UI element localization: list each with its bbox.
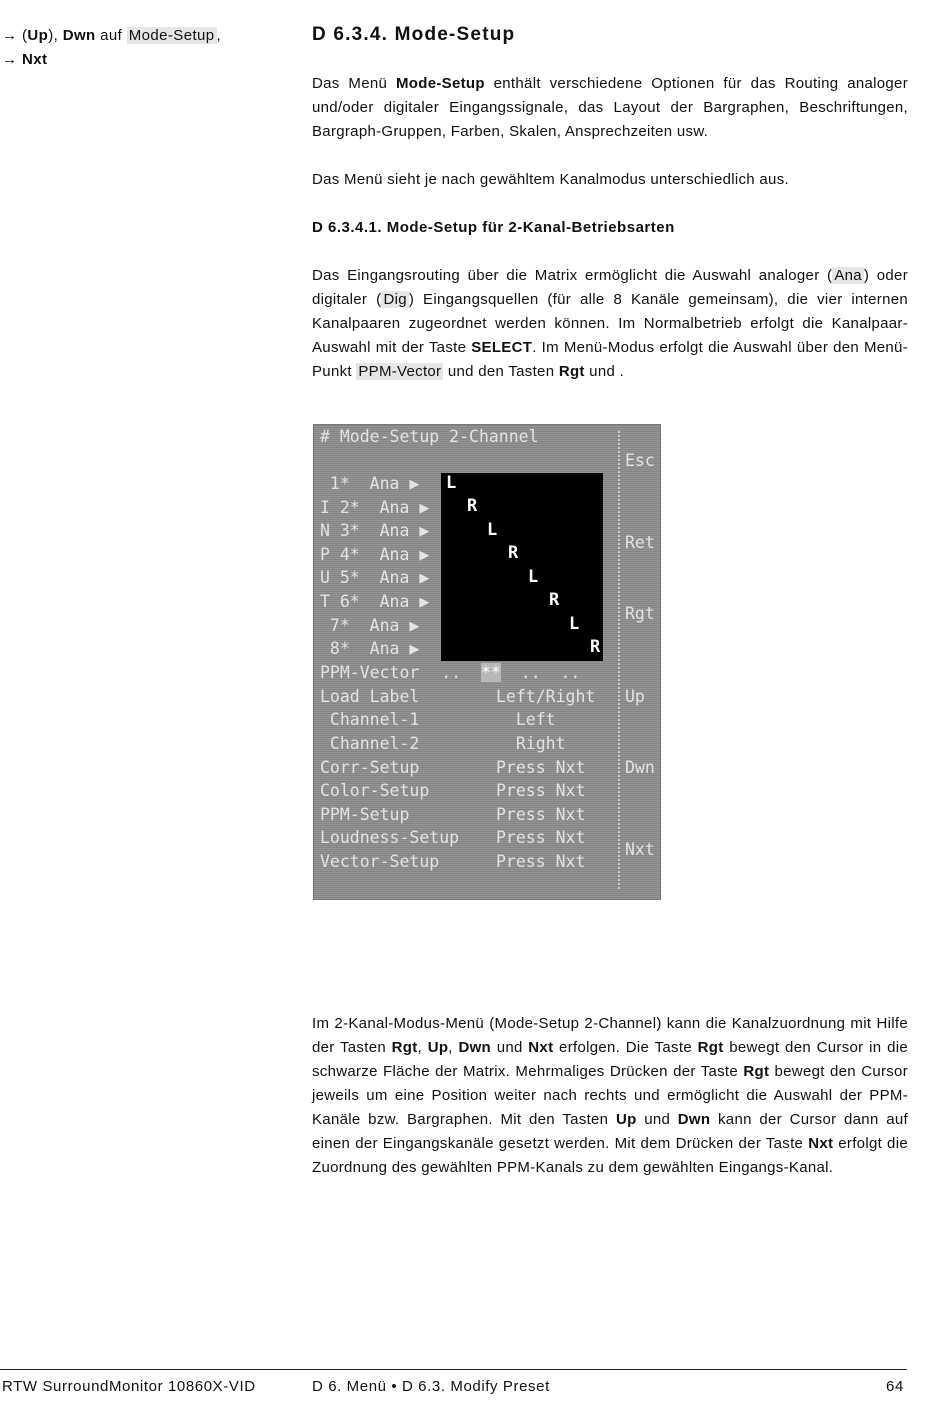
input-row-6: T 6* Ana ▶: [320, 592, 430, 611]
arrow-right-icon: →: [2, 27, 18, 44]
input-row-8: 8* Ana ▶: [320, 639, 420, 658]
footer-divider: [0, 1369, 907, 1370]
key-dwn: Dwn: [62, 27, 96, 44]
matrix-cursor: **: [481, 663, 501, 682]
input-row-7: 7* Ana ▶: [320, 616, 420, 635]
menu-row-color-setup: Color-Setup Press Nxt: [320, 781, 586, 800]
matrix-cell: R: [467, 496, 478, 516]
softkey-divider: [618, 431, 620, 889]
key-nxt: Nxt: [21, 51, 48, 68]
menu-item-highlight: Mode-Setup: [128, 27, 215, 44]
input-row-3: N 3* Ana ▶: [320, 521, 430, 540]
sidebar-line-1: → (Up), Dwn auf Mode-Setup ,: [2, 27, 222, 44]
matrix-cell: R: [590, 637, 601, 657]
explanation-paragraph: Im 2-Kanal-Modus-Menü (Mode-Setup 2-Channel) kann die Kanalzuordnung mit Hilfe der Tasten Rgt, Up, Dwn und Nxt erfolgen. Die Taste Rgt bewegt den Cursor in die schwarze Fläche der Matrix. Mehrmaliges Drücken der Taste Rgt bewegt den Cursor jeweils um eine Position weiter nach rechts und ermöglicht die Auswahl der PPM-Kanäle bzw. Bargraphen. Mit den Tasten Up und Dwn kann der Cursor dann auf einen der Eingangskanäle gesetzt werden. Mit dem Drücken der Taste Nxt erfolgt die Zuordnung des gewählten PPM-Kanals zu dem gewählten Eingangs-Kanal.: [312, 1015, 908, 1176]
page-number: 64: [886, 1378, 904, 1395]
ppm-vector-row: PPM-Vector .. ** .. ..: [320, 663, 581, 682]
matrix-cell: L: [569, 614, 580, 634]
sidebar-line-2: [2, 48, 292, 72]
menu-row-vector-setup: Vector-Setup Press Nxt: [320, 852, 586, 871]
softkey-rgt: Rgt: [625, 604, 655, 623]
section-subheading: D 6.3.4.1. Mode-Setup für 2-Kanal-Betriebsarten: [312, 219, 675, 236]
matrix-cell: R: [549, 590, 560, 610]
softkey-dwn: Dwn: [625, 758, 655, 777]
matrix-cell: R: [508, 543, 519, 563]
softkey-nxt: Nxt: [625, 840, 655, 859]
mode-paragraph: Das Menü sieht je nach gewähltem Kanalmodus unterschiedlich aus.: [312, 171, 789, 188]
routing-matrix: [441, 473, 603, 661]
matrix-cell: L: [487, 520, 498, 540]
softkey-ret: Ret: [625, 533, 655, 552]
arrow-right-icon: →: [2, 51, 18, 68]
softkey-esc: Esc: [625, 451, 655, 470]
input-row-2: I 2* Ana ▶: [320, 498, 430, 517]
input-row-1: 1* Ana ▶: [320, 474, 420, 493]
key-up: Up: [27, 27, 49, 44]
screen-title: # Mode-Setup 2-Channel: [320, 427, 539, 446]
menu-row-loudness-setup: Loudness-Setup Press Nxt: [320, 828, 586, 847]
menu-row-corr-setup: Corr-Setup Press Nxt: [320, 758, 586, 777]
footer-product: RTW SurroundMonitor 10860X-VID: [2, 1378, 256, 1395]
menu-row-ppm-setup: PPM-Setup Press Nxt: [320, 805, 586, 824]
intro-paragraph: Das Menü Mode-Setup enthält verschiedene Optionen für das Routing analoger und/oder digitaler Eingangssignale, das Layout der Bargraphen, Beschriftungen, Bargraph-Gruppen, Farben, Skalen, Ansprechzeiten usw.: [312, 75, 908, 140]
softkey-up: Up: [625, 687, 645, 706]
menu-row-load-label: Load Label Left/Right: [320, 687, 596, 706]
input-row-4: P 4* Ana ▶: [320, 545, 430, 564]
footer-breadcrumb: D 6. Menü • D 6.3. Modify Preset: [312, 1378, 550, 1395]
menu-row-channel-1: Channel-1 Left: [320, 710, 556, 729]
matrix-cell: L: [528, 567, 539, 587]
input-row-5: U 5* Ana ▶: [320, 568, 430, 587]
menu-row-channel-2: Channel-2 Right: [320, 734, 566, 753]
page-title: D 6.3.4. Mode-Setup: [312, 24, 516, 45]
routing-paragraph: Das Eingangsrouting über die Matrix ermöglicht die Auswahl analoger ( Ana ) oder digitaler ( Dig ) Eingangsquellen (für alle 8 Kanäle gemeinsam), die vier internen Kanalpaaren zugeordnet werden können. Im Normalbetrieb erfolgt die Kanalpaar-Auswahl mit der Taste SELECT. Im Menü-Modus erfolgt die Auswahl über den Menü-Punkt PPM-Vector und den Tasten Rgt und .: [312, 267, 908, 380]
matrix-cell: L: [446, 473, 457, 493]
sidebar-note: [2, 24, 292, 72]
mode-setup-screenshot: [313, 424, 661, 900]
